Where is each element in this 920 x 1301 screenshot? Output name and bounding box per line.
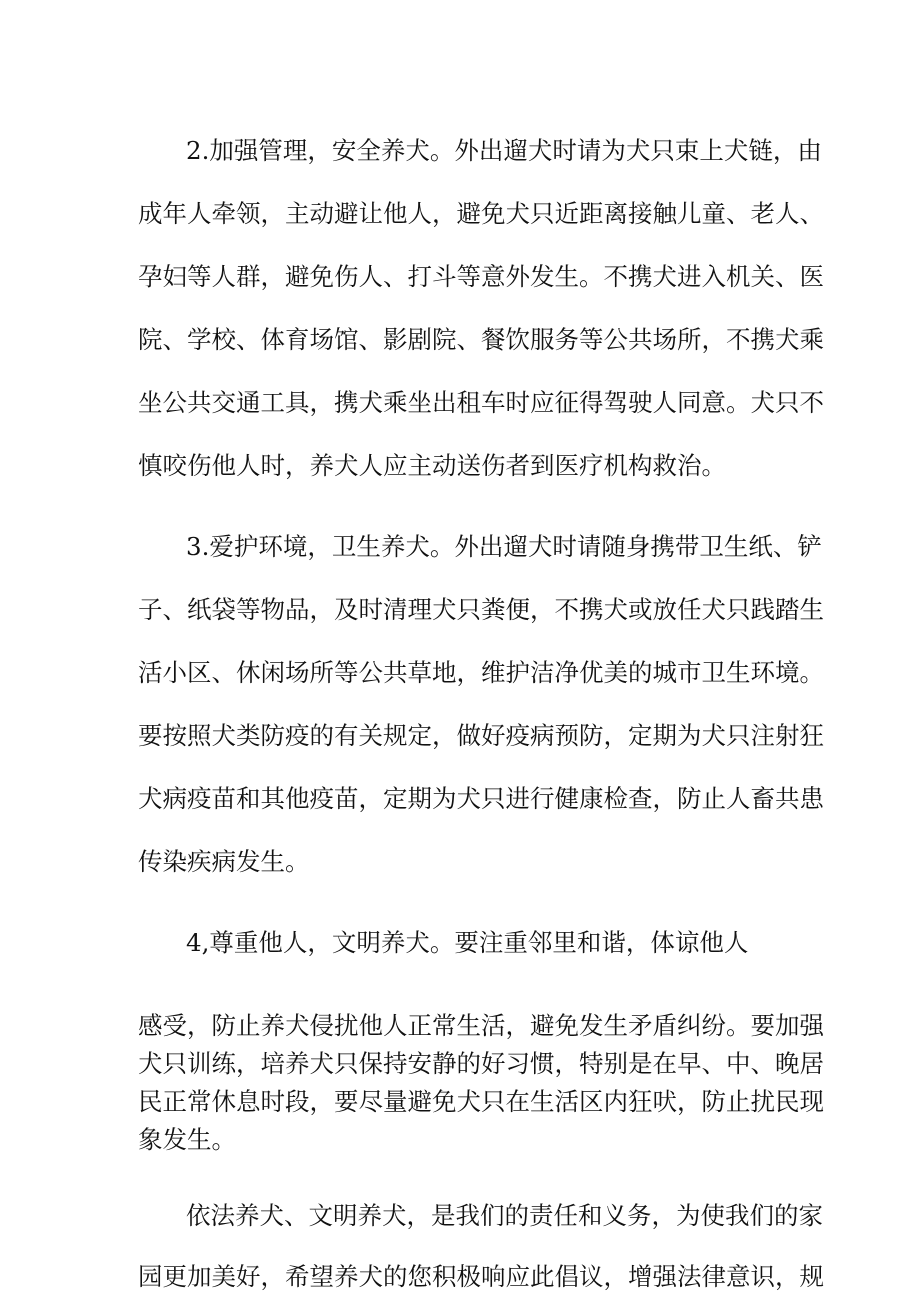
paragraph-3-line-3: 活小区、休闲场所等公共草地，维护洁净优美的城市卫生环境。 <box>138 658 824 687</box>
paragraph-2-line-1: 2.加强管理，安全养犬。外出遛犬时请为犬只束上犬链，由 <box>186 136 822 165</box>
paragraph-2-line-3: 孕妇等人群，避免伤人、打斗等意外发生。不携犬进入机关、医 <box>138 262 824 291</box>
paragraph-5-line-2: 园更加美好，希望养犬的您积极响应此倡议，增强法律意识，规 <box>138 1262 824 1291</box>
paragraph-4-line-3: 犬只训练，培养犬只保持安静的好习惯，特别是在早、中、晚居 <box>138 1049 824 1078</box>
paragraph-4-line-5: 象发生。 <box>138 1125 236 1154</box>
paragraph-4-line-1: 4,尊重他人，文明养犬。要注重邻里和谐，体谅他人 <box>186 928 749 957</box>
paragraph-3-line-6: 传染疾病发生。 <box>138 847 310 876</box>
paragraph-2-line-6: 慎咬伤他人时，养犬人应主动送伤者到医疗机构救治。 <box>138 451 726 480</box>
paragraph-5-line-1: 依法养犬、文明养犬，是我们的责任和义务，为使我们的家 <box>186 1201 823 1230</box>
paragraph-4-line-4: 民正常休息时段，要尽量避免犬只在生活区内狂吠，防止扰民现 <box>138 1087 824 1116</box>
paragraph-2-line-5: 坐公共交通工具，携犬乘坐出租车时应征得驾驶人同意。犬只不 <box>138 388 824 417</box>
paragraph-2-line-4: 院、学校、体育场馆、影剧院、餐饮服务等公共场所，不携犬乘 <box>138 325 824 354</box>
paragraph-3-line-2: 子、纸袋等物品，及时清理犬只粪便，不携犬或放任犬只践踏生 <box>138 595 824 624</box>
paragraph-3-line-5: 犬病疫苗和其他疫苗，定期为犬只进行健康检查，防止人畜共患 <box>138 784 824 813</box>
paragraph-3-line-1: 3.爱护环境，卫生养犬。外出遛犬时请随身携带卫生纸、铲 <box>186 532 822 561</box>
paragraph-2-line-2: 成年人牵领，主动避让他人，避免犬只近距离接触儿童、老人、 <box>138 199 824 228</box>
paragraph-3-line-4: 要按照犬类防疫的有关规定，做好疫病预防，定期为犬只注射狂 <box>138 721 824 750</box>
paragraph-4-line-2: 感受，防止养犬侵扰他人正常生活，避免发生矛盾纠纷。要加强 <box>138 1011 824 1040</box>
